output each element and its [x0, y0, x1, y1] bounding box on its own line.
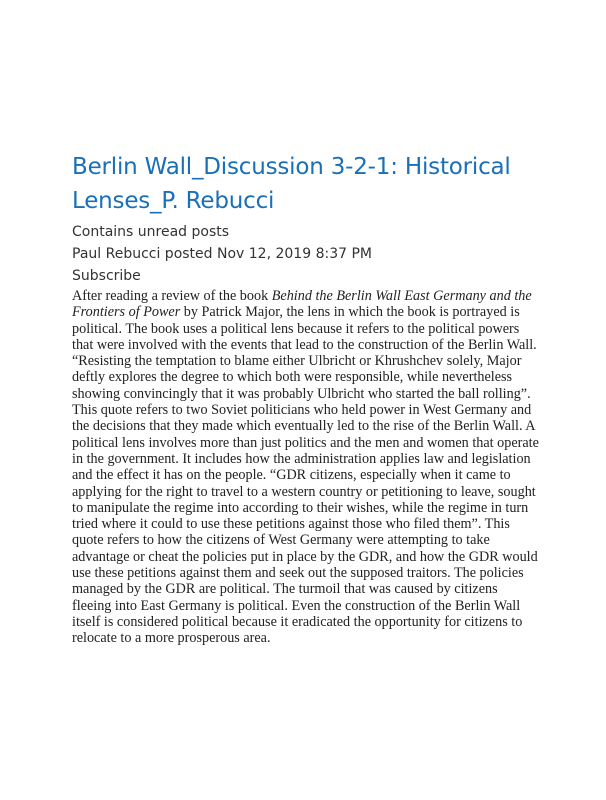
post-title: Berlin Wall_Discussion 3-2-1: Historical Lenses_P. Rebucci [72, 154, 511, 214]
post-body-intro: After reading a review of the book [72, 288, 272, 304]
post-body [72, 288, 540, 647]
subscribe-link[interactable]: Subscribe [72, 268, 141, 284]
book-title: Behind the Berlin Wall East Germany and the Frontiers of Power [72, 288, 532, 321]
post-author-date: Paul Rebucci posted Nov 12, 2019 8:37 PM [72, 246, 372, 262]
unread-status: Contains unread posts [72, 224, 230, 240]
post-body-rest: by Patrick Major, the lens in which the book is portrayed is political. The book uses a political lens because it refers to the political powers that were involved with the events that lead to the construction of the Berlin Wall. “Resisting the temptation to blame either Ulbricht or Khrushchev solely, Major deftly explores the degree to which both were responsible, while nevertheless showing convincingly that it was probably Ulbricht who started the ball rolling”. This quote refers to two Soviet politicians who held power in West Germany and the decisions that they made which eventually led to the rise of the Berlin Wall. A political lens involves more than just politics and the men and women that operate in the government. It includes how the administration applies law and legislation and the effect it has on the people. “GDR citizens, especially when it came to applying for the right to travel to a western country or petitioning to leave, sought to manipulate the regime into according to their wishes, while the regime in turn tried where it could to use these petitions against those who filed them”. This quote refers to how the citizens of West Germany were attempting to take advantage or cheat the policies put in place by the GDR, and how the GDR would use these petitions against them and seek out the supposed traitors. The policies managed by the GDR are political. The turmoil that was caused by citizens fleeing into East Germany is political. Even the construction of the Berlin Wall itself is considered political because it eradicated the opportunity for citizens to relocate to a more prosperous area. [72, 304, 539, 647]
discussion-post [72, 150, 540, 647]
